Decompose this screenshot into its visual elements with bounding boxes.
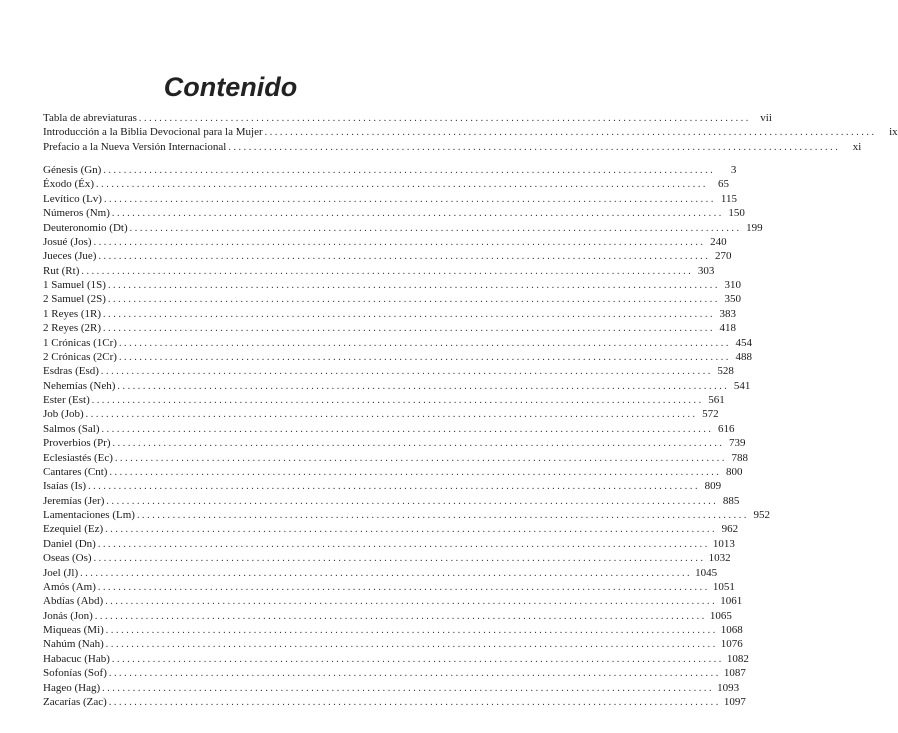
dot-leader: ........................................................................................................................ xyxy=(114,452,727,464)
dot-leader: ........................................................................................................................ xyxy=(105,524,718,536)
dot-leader: ........................................................................................................................ xyxy=(98,251,711,263)
toc-entry-label: Joel (Jl) xyxy=(43,566,79,579)
toc-entry-label: Job (Job) xyxy=(43,408,84,421)
toc-entry-page: 788 xyxy=(731,451,748,464)
toc-entry-page: 1082 xyxy=(726,652,749,665)
toc-entry-page: 240 xyxy=(710,235,727,248)
toc-entry-page: 952 xyxy=(753,509,770,521)
toc-entry-label: Rut (Rt) xyxy=(43,264,80,277)
toc-entry-page: 199 xyxy=(746,221,763,234)
toc-entry-label: Abdías (Abd) xyxy=(43,595,104,608)
toc-entry xyxy=(43,292,741,306)
toc-entry xyxy=(43,551,731,565)
toc-entry-label: Prefacio a la Nueva Versión Internacional xyxy=(43,140,227,153)
dot-leader: ........................................................................................................................ xyxy=(107,280,720,291)
toc-entry xyxy=(43,206,745,220)
toc-entry-page: 65 xyxy=(718,178,730,191)
toc-entry-label: Levítico (Lv) xyxy=(43,192,102,205)
toc-entry xyxy=(43,177,730,191)
toc-entry-label: Introducción a la Biblia Devocional para la Mujer xyxy=(43,126,263,139)
toc-entry-page: 350 xyxy=(724,293,741,306)
toc-entry-page: 1065 xyxy=(709,609,732,622)
dot-leader: ........................................................................................................................ xyxy=(97,581,710,593)
dot-leader: ........................................................................................................................ xyxy=(118,351,731,363)
toc-entry xyxy=(43,264,715,278)
page-title: Contenido xyxy=(163,72,298,103)
toc-entry xyxy=(43,609,732,623)
toc-entry xyxy=(43,364,734,378)
toc-entry xyxy=(43,494,740,508)
toc-entry-page: 383 xyxy=(719,307,737,320)
toc-entry xyxy=(43,594,743,608)
toc-entry xyxy=(43,623,743,637)
toc-entry-label: Cantares (Cnt) xyxy=(43,465,108,478)
dot-leader: ........................................................................................................................ xyxy=(118,337,731,349)
toc-entry xyxy=(43,350,752,364)
toc-entry-page: 270 xyxy=(714,250,732,263)
dot-leader: ........................................................................................................................ xyxy=(105,639,718,651)
dot-leader: ........................................................................................................................ xyxy=(93,236,706,248)
dot-leader: ........................................................................................................................ xyxy=(138,113,751,124)
toc-entry xyxy=(43,163,737,177)
toc-entry-page: 616 xyxy=(718,422,735,435)
toc-entry-label: Isaías (Is) xyxy=(43,480,87,493)
toc-entry-label: Miqueas (Mi) xyxy=(43,624,104,636)
toc-entry xyxy=(43,537,735,551)
toc-entry-label: 2 Samuel (2S) xyxy=(43,293,106,306)
toc-entry-page: 418 xyxy=(719,322,737,335)
toc-entry-label: Génesis (Gn) xyxy=(43,164,102,176)
toc-entry xyxy=(43,307,737,321)
toc-entry xyxy=(43,666,746,680)
dot-leader: ........................................................................................................................ xyxy=(103,308,716,320)
toc-entry-label: Jeremías (Jer) xyxy=(43,494,105,507)
toc-entry-page: 1097 xyxy=(723,695,746,708)
toc-entry-label: Daniel (Dn) xyxy=(43,537,96,550)
dot-leader: ........................................................................................................................ xyxy=(102,682,715,694)
toc-entry-page: ix xyxy=(889,126,898,139)
toc-entry-label: 2 Reyes (2R) xyxy=(43,322,102,335)
dot-leader: ........................................................................................................................ xyxy=(129,222,742,234)
toc-entry xyxy=(43,393,725,407)
toc-entry xyxy=(43,422,735,436)
toc-entry-label: Ezequiel (Ez) xyxy=(43,523,104,536)
toc-entry-page: 150 xyxy=(728,207,745,220)
toc-entry-page: 1051 xyxy=(712,580,735,593)
dot-leader: ........................................................................................................................ xyxy=(111,653,724,665)
toc-entry-page: 454 xyxy=(735,336,752,349)
dot-leader: ........................................................................................................................ xyxy=(103,193,716,205)
toc-entry-label: Habacuc (Hab) xyxy=(43,652,110,665)
toc-entry-page: 115 xyxy=(720,192,737,205)
toc-entry xyxy=(43,522,739,536)
toc-entry-page: 1087 xyxy=(723,667,746,680)
toc-entry-label: Oseas (Os) xyxy=(43,552,92,565)
dot-leader: ........................................................................................................................ xyxy=(228,141,841,153)
dot-leader: ........................................................................................................................ xyxy=(136,510,749,521)
dot-leader: ........................................................................................................................ xyxy=(94,610,707,622)
toc-entry-page: 809 xyxy=(704,480,722,493)
toc-entry-page: 800 xyxy=(725,465,743,478)
toc-entry-page: 739 xyxy=(729,437,746,450)
toc-entry-label: 2 Crónicas (2Cr) xyxy=(43,350,117,363)
dot-leader: ........................................................................................................................ xyxy=(91,395,704,406)
toc-entry xyxy=(43,111,772,125)
books-list xyxy=(43,163,770,709)
toc-entry-label: Esdras (Esd) xyxy=(43,365,99,378)
dot-leader: ........................................................................................................................ xyxy=(108,696,721,708)
toc-entry-label: Tabla de abreviaturas xyxy=(43,112,137,124)
dot-leader: ........................................................................................................................ xyxy=(101,423,714,435)
dot-leader: ........................................................................................................................ xyxy=(105,625,718,636)
toc-entry xyxy=(43,465,743,479)
dot-leader: ........................................................................................................................ xyxy=(112,438,725,450)
toc-entry-page: 488 xyxy=(735,350,752,363)
dot-leader: ........................................................................................................................ xyxy=(105,596,718,608)
toc-entry-label: Éxodo (Éx) xyxy=(43,178,95,191)
toc-entry-label: Jueces (Jue) xyxy=(43,250,97,263)
toc-entry-label: 1 Reyes (1R) xyxy=(43,307,102,320)
toc-entry xyxy=(43,695,746,709)
toc-entry-label: Zacarías (Zac) xyxy=(43,695,107,708)
toc-entry xyxy=(43,192,737,206)
dot-leader: ........................................................................................................................ xyxy=(100,366,713,378)
dot-leader: ........................................................................................................................ xyxy=(106,495,719,507)
toc-entry-page: 962 xyxy=(721,523,739,536)
toc-entry-label: Proverbios (Pr) xyxy=(43,437,111,450)
toc-entry xyxy=(43,379,751,393)
toc-entry-label: Deuteronomio (Dt) xyxy=(43,221,128,234)
toc-entry-label: Eclesiastés (Ec) xyxy=(43,451,113,464)
toc-entry-page: 1013 xyxy=(712,537,735,550)
toc-entry xyxy=(43,436,746,450)
toc-entry-label: Sofonías (Sof) xyxy=(43,667,107,680)
toc-entry-page: 310 xyxy=(724,279,741,291)
toc-entry-page: 885 xyxy=(722,494,740,507)
toc-entry-label: Salmos (Sal) xyxy=(43,422,100,435)
toc-entry xyxy=(43,508,770,522)
toc-entry xyxy=(43,125,898,139)
toc-entry xyxy=(43,249,732,263)
toc-entry-label: Ester (Est) xyxy=(43,394,90,406)
toc-entry xyxy=(43,566,718,580)
toc-entry xyxy=(43,235,727,249)
toc-entry-page: 1045 xyxy=(695,566,718,579)
toc-entry-label: Lamentaciones (Lm) xyxy=(43,509,135,521)
toc-entry-page: vii xyxy=(760,112,772,124)
dot-leader: ........................................................................................................................ xyxy=(85,409,698,421)
toc-entry-page: 1061 xyxy=(720,595,743,608)
dot-leader: ........................................................................................................................ xyxy=(103,165,716,176)
toc-entry-label: 1 Crónicas (1Cr) xyxy=(43,336,117,349)
dot-leader: ........................................................................................................................ xyxy=(88,481,701,493)
toc-entry-page: xi xyxy=(852,140,862,153)
toc-entry xyxy=(43,140,862,154)
toc-entry-label: Jonás (Jon) xyxy=(43,609,93,622)
toc-entry-label: Hageo (Hag) xyxy=(43,681,101,694)
front-matter-list xyxy=(43,111,898,154)
toc-entry xyxy=(43,681,740,695)
dot-leader: ........................................................................................................................ xyxy=(96,179,709,191)
toc-entry-page: 561 xyxy=(708,394,725,406)
toc-entry-label: 1 Samuel (1S) xyxy=(43,279,106,291)
dot-leader: ........................................................................................................................ xyxy=(80,567,693,579)
toc-entry xyxy=(43,637,743,651)
dot-leader: ........................................................................................................................ xyxy=(109,466,722,478)
toc-entry-page: 1032 xyxy=(708,552,731,565)
toc-entry-label: Números (Nm) xyxy=(43,207,110,220)
toc-entry xyxy=(43,321,737,335)
dot-leader: ........................................................................................................................ xyxy=(108,668,721,680)
toc-entry-page: 3 xyxy=(730,164,737,176)
toc-entry-page: 1068 xyxy=(720,624,743,636)
toc-entry-page: 541 xyxy=(733,379,751,392)
toc-entry-label: Josué (Jos) xyxy=(43,235,92,248)
toc-entry xyxy=(43,580,735,594)
toc-entry xyxy=(43,479,722,493)
toc-entry-page: 1076 xyxy=(720,638,743,651)
toc-entry xyxy=(43,278,741,292)
toc-entry-page: 528 xyxy=(717,365,734,378)
toc-entry-label: Nehemías (Neh) xyxy=(43,379,116,392)
toc-entry-label: Amós (Am) xyxy=(43,580,96,593)
toc-entry xyxy=(43,336,752,350)
dot-leader: ........................................................................................................................ xyxy=(111,208,724,220)
toc-entry-page: 303 xyxy=(697,264,715,277)
toc-entry-page: 572 xyxy=(702,408,719,421)
dot-leader: ........................................................................................................................ xyxy=(117,380,730,392)
toc-entry xyxy=(43,451,748,465)
dot-leader: ........................................................................................................................ xyxy=(107,294,720,306)
toc-entry xyxy=(43,221,763,235)
dot-leader: ........................................................................................................................ xyxy=(97,538,710,550)
toc-entry xyxy=(43,652,749,666)
toc-entry-label: Nahúm (Nah) xyxy=(43,638,104,651)
dot-leader: ........................................................................................................................ xyxy=(93,553,706,565)
dot-leader: ........................................................................................................................ xyxy=(264,127,877,139)
toc-entry-page: 1093 xyxy=(717,681,740,694)
dot-leader: ........................................................................................................................ xyxy=(103,323,716,335)
toc-entry xyxy=(43,407,719,421)
dot-leader: ........................................................................................................................ xyxy=(81,265,694,277)
